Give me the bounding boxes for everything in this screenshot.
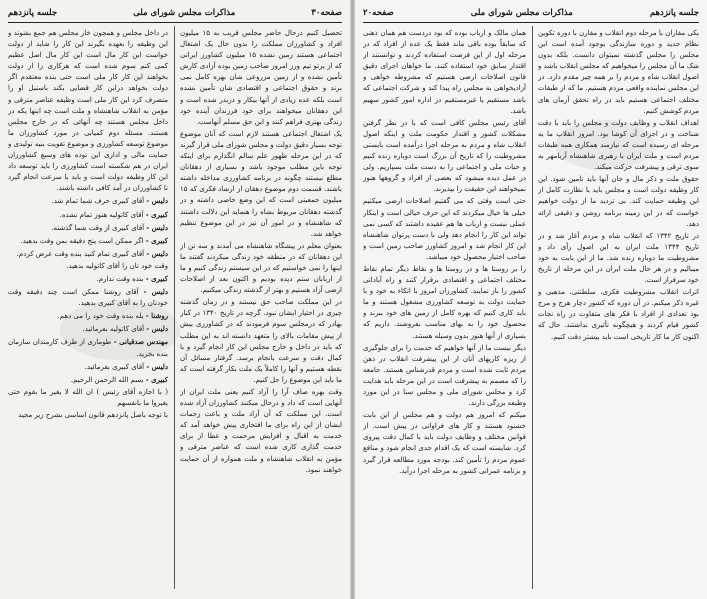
text-paragraph	[363, 28, 526, 117]
paragraph-text: آقای کاتولیه هنوز تمام نشده.	[59, 210, 144, 219]
paper-smudge	[555, 120, 655, 170]
paragraph-text: بله بنده وقت خود را می دهم.	[57, 312, 144, 321]
paragraph-text: در تاریخ ۱۳۴۲ که انقلاب شاه و مردم آغاز شد و در تاریخ ۱۳۴۴ ملت ایران به این اصول رأی داد و مشروطیت ما دوباره زنده شد. ما از این بابت به خود میبالیم و در هر حال ملت ایران در این مرحله از تاریخ خود سرفراز است.	[538, 231, 699, 285]
speech-paragraph	[8, 273, 168, 285]
left-page-title: مذاکرات مجلس شورای ملی	[133, 8, 236, 18]
text-paragraph	[538, 231, 699, 286]
text-paragraph	[180, 28, 342, 128]
text-paragraph	[180, 129, 342, 240]
left-page-session: جلسه پانزدهم	[8, 8, 58, 18]
paragraph-text: بعنوان معلم در پیشگاه شاهنشاه می آمدند و سه تن از این دهقانان که در منطقه خود زندگی میکردند گفتند ما اینها را نمی خواستیم که در این سیستم زندگی کنیم و ما از اربابان ستم دیده بودیم و اکنون بعد از اصلاحات ارضی آزاد هستیم و بهتر از گذشته زندگی میکنیم.	[180, 241, 342, 295]
paragraph-text: یکی مقاران با مرحله دوم انقلاب و مقارن با دوره تکوین نظام جدید و دوره سازندگی بوجود آمده است این مجلس را مجلس گذشته نمیتوان دانست. بلکه بدون شک ما آن مجلس را میخواهیم که مجلس انقلاب باشد و اصول انقلاب شاه و مردم را بر همه چیز مقدم دارد. در این مجلس نماینده واقعی مردم هستیم. ما که از طبقات مختلف اجتماعی هستیم باید در راه تحقق آرمان های مردم کوشش کنیم.	[538, 29, 699, 115]
text-paragraph	[363, 410, 526, 477]
speech-paragraph	[8, 209, 168, 221]
text-paragraph	[538, 287, 699, 342]
left-page-number: صفحه۳۰	[311, 8, 342, 18]
right-page-session: جلسه پانزدهم	[649, 8, 699, 18]
paragraph-text: یک اشتغال اجتماعی هستند لازم است که آنان موضوع توجه بسیار دقیق دولت و مجلس شورای ملی قرار گیرند که در این مرحله ظهور علم سالم انگذارم برای اینکه توجه باین مطلب موجود باشد و بسیاری از دهقانان مطلع نیستند چگونه در برنامه کشاورزی مداخله داشته باشند. قسمت دوم موضوع دهقان از ارشاد فکری که ۱۵ میلیون جمعیتی است که این وضع خاصی داشته و در گذشته دهقانان مربوط بشاه را هنماید این دلالت داشتند که شاهنشاه و در امور آن نیز در این موضوع تنظیم خواهد شد.	[180, 129, 342, 238]
paragraph-text: آقای کبیری تمام کنید بنده وقت عرض کردم.	[16, 249, 145, 258]
speech-paragraph	[8, 248, 168, 260]
paragraph-text: دیگر نیست ما از آنها خواهیم که خدمت را برای جلوگیری از ریزه کاریهای آنان از این پیشرفت انقلاب در ذهن مردم ثابت شده است و مردم قدرشناس هستند. جامعه را که مصمم به پیشرفت است در این مرحله باید هدایت کرد و مجلس شورای ملی و مجلس سنا در این مورد وظیفه بزرگی دارند.	[363, 343, 526, 408]
right-header-rule	[363, 22, 699, 23]
speaker-name: دلیس -	[146, 196, 168, 206]
paragraph-text: در این مملکت صاحب حق نیستند و در زمان گذشته چیزی در اختیار ایشان نبود. گرچه در تاریخ ۱۳۴۰ در کنار بهادر که درمجلس سوم فرمودند که در کشاورزی بیش از پیش مقامات بالای را متعهد دانسته اند به این مطلب که باید در داخل و خارج مجلس این کار انجام گیرد و با کمال دقت و سرعت بانجام برسد. گرفتار مسائل آن نقطه هستیم و آنها را کاملاً یک ملت بکار گرفته است که ما باید این موضوع را حل کنیم.	[180, 298, 342, 384]
right-page-title: مذاکرات مجلس شورای ملی	[470, 8, 573, 18]
text-paragraph	[363, 118, 526, 196]
speaker-name: کبیری -	[145, 209, 168, 219]
left-page-header	[8, 6, 342, 20]
paragraph-text: آقای کبیری حرف شما تمام شد.	[51, 197, 145, 206]
left-column-divider	[174, 26, 175, 589]
text-paragraph	[363, 196, 526, 263]
speech-paragraph	[8, 361, 168, 373]
speaker-name: روشنا -	[145, 311, 168, 321]
text-paragraph	[538, 28, 699, 117]
paragraph-text: میکنم که امروز هم دولت و هم مجلس از این بابت خشنود هستند و کار های فراوانی در پیش است. از قوانین مختلف و وظایف دولت باید با کمال دقت پیروی کرد. شایسته است که یک اقدام جدی انجام شود و منافع عموم مردم را تأمین کند. بودجه مورد مطالعه قرار گیرد و برنامه عمرانی کشور به مرحله اجرا درآید.	[363, 411, 526, 475]
paragraph-text: وقت خود تان را آقای کاتولیه بدهید.	[66, 261, 168, 270]
paragraph-text: وقت بهره صاف آرا را آزاد کنیم یعنی ملت ایران از آنهایی است که داد و درحال میکنند کشاورزان آزاد شده است. این مملکت که آن آزاد ملت و باعث زحمات ایشان از این راه برای ما افتخاری پیش خواهد آمد که خدمت به اقبال و افزایش مرحمت و عطا از برای خدمت گذاری کاری شده است که عناصر مترقی و مؤمن به انقلاب شاهنشاه و ملت همواره از آن حمایت خواهند نمود.	[180, 388, 342, 474]
paragraph-text: آقای رئیس مجلس کافی است که با در نظر گرفتن مشکلات کشور و اقتدار حکومت ملت و اینکه اصول انقلاب شاه و مردم به مرحله اجرا درآمده است بایستی مشروطیت را که تاریخ آن بزرگ است دوباره زنده کنیم و حیات ملی و اجتماعی را به دست ملت بسپاریم. ولی در عمل دیده میشود که بعضی از افراد و گروهها هنوز نمیخواهند این حقیقت را بپذیرند.	[363, 118, 526, 194]
text-paragraph	[363, 264, 526, 342]
paper-smudge	[57, 300, 180, 360]
text-paragraph	[8, 410, 168, 421]
paragraph-text: بنده وقت ندارم.	[96, 274, 144, 283]
speaker-name: دلیس -	[143, 287, 168, 297]
text-paragraph	[180, 241, 342, 296]
right-column-divider	[532, 26, 533, 589]
left-inner-column	[180, 28, 342, 589]
left-page	[0, 0, 350, 599]
paragraph-text: حتی است وقتی که می گفتیم اصلاحات ارضی میکنیم خیلی ها خیال میکردند که این حرف خیالی است و اینکار عملی نیست و ارباب ها هم عقیده داشتند که کسی نمی تواند این کار را انجام دهد ولی با دست پرتوان شاهنشاه این کار انجام شد و امروز کشاورز صاحب زمین است و صاحب اختیار محصول خود میباشد.	[363, 197, 526, 261]
paragraph-text: ( با اجازه آقای رئیس ) ان الله لا یغیر ما بقوم حتی یغیروا ما بانفسهم	[8, 387, 168, 407]
paragraph-text: تحصیل کنیم درحال حاضر مجلس قریب به ۱۵ میلیون افراد و کشاورزان مملکت را بدون حال یک اشتغال اجتماعی هستند زمین نشده ۱۵ میلیون کشاورز ایرانی که از پرتو تیم ورز امروز صاحب زمین بوده آزادی کارش تأمین نشده و از زمین مزروعی شان بهره کامل نمی برند و حقوق اجتماعی و اقتصادی شان تأمین نشده است بلکه عده زیادی از آنها بیکار و دربدر شده است و این دهقانان میخواهند برای خود فرزندان آینده خود زندگی بهتری فراهم کنند و این حق مسلم آنهاست.	[180, 29, 342, 126]
speech-paragraph	[8, 195, 168, 207]
paragraph-text: بسم الله الرحمن الرحیم.	[70, 375, 144, 384]
paragraph-text: اثرات انقلاب مشروطیت فکری، سلطنتی، مذهبی و غیره ذکر میکنم. در آن دوره که کشور دچار هرج و مرج بود تعدادی از افراد با فکر های متفاوت در راه نجات کشور قیام کردند و هیچگونه تأثیری نداشتند. حال که اکنون کار ما کار تاریخی است باید بیشتر دقت کنیم.	[538, 288, 699, 341]
speaker-name: کبیری -	[145, 235, 168, 245]
speech-paragraph	[8, 222, 168, 234]
text-paragraph	[8, 387, 168, 409]
right-outer-column	[538, 28, 699, 589]
right-inner-column	[363, 28, 526, 589]
text-paragraph	[180, 297, 342, 386]
paragraph-text: طوماری از طرف کارمندان سازمان بنده بخرید.	[8, 338, 168, 358]
text-paragraph	[8, 261, 168, 272]
speaker-name: مهندس صدقیانی -	[113, 337, 168, 347]
paragraph-text: در داخل مجلس و همچون خار مجلس هم جمع بشوند و این وظیفه را بعهده بگیرند این کار را شاید از دولت خواست این کار مال است این کار مال اصل عظیم کمی کنم سوم شده است که هرکاری را از دولت بخواهند این کار کار ملی است حتی بنده معتقدم اگر دولت بخواهد دراین کار قضایی بکند باستیل او را متصرف کرد این کار ملی است وظیفه عناصر مترقی و مؤمن به انقلاب شاهنشاه و ملت است چه اینها یکه در داخل مجلس هستند چه آنهائی که در خارج مجلس هستند. مسئله دوم کمیابی در مورد کشاورزان ما موضوع توسعه کشاورزی و موضوع تقویت بنیه تولیدی و حمایت مالی و اداری این توده های وسیع کشاورزان ایران در هم شکسته است کشاورزی را باید توسعه داد این کار وظیفه دولت است و باید با سرعت انجام گیرد تا کشاورزان در آمد کافی داشته باشند.	[8, 29, 168, 193]
left-header-rule	[8, 22, 342, 23]
paragraph-text: با توجه باصل پانزدهم قانون اساسی بشرح زیر مجید	[18, 411, 168, 419]
right-page-number: صفحه۲۰	[363, 8, 394, 18]
speaker-name: دلیس -	[146, 324, 168, 334]
speaker-name: دلیس -	[146, 222, 168, 232]
paragraph-text: آقای روشنا ممکن است چند دقیقه وقت خودتان را به آقای کبیری بدهید.	[8, 288, 168, 308]
text-paragraph	[180, 387, 342, 476]
text-paragraph	[8, 28, 168, 194]
paragraph-text: اگر ممکن است پنج دقیقه بمن وقت بدهید.	[20, 236, 144, 245]
paragraph-text: همان مالک و ارباب بوده که بود دردست هم همان ذهنی که سابقاً بوده باقی ماند فقط یک عده از افراد که در مرحله اول از این فرصت استفاده کردند و توانستند از اقتدار سابق خود استفاده کنند. ما خواهان اجرای دقیق قانون اصلاحات ارضی هستیم که مشروطه خواهی و آزادیخواهی به مجلس راه پیدا کند و شرکت اجتماعی که باشد مستقیم یا غیرمستقیم در اداره امور کشور سهیم باشد.	[363, 29, 526, 115]
paragraph-text: را بر روستا ها و در روستا ها و نقاط دیگر تمام نقاط مختلف اجتماعی و اقتصادی برقرار کنند و راه آبادانی کشور را باز نمایند. کشاورزان امروز با اتکاء به خود و با حمایت دولت به توسعه کشاورزی مشغول هستند و ما باید کاری کنیم که بهره کامل از زمین های خود ببرند و محصول خود را به بهای مناسب بفروشند. داریم که بسیاری از آنها هنوز بدون وسیله هستند.	[363, 264, 526, 340]
paragraph-text: آقای کاتولیه بفرمائید.	[82, 325, 145, 334]
right-page-header	[363, 6, 699, 20]
speaker-name: کبیری -	[145, 273, 168, 283]
text-paragraph	[538, 174, 699, 229]
right-page	[355, 0, 707, 599]
paragraph-text: آقای کبیری از وقت شما گذشته.	[51, 223, 145, 232]
paragraph-text: اهداف انقلاب و وظایف دولت و مجلس را باید با دقت شناخت و در اجرای آن کوشا بود. امروز انقلاب ما به مرحله ای رسیده است که نیازمند همکاری همه طبقات مردم است و ملت ایران با رهبری شاهنشاه آریامهر به سوی ترقی و پیشرفت حرکت میکند.	[538, 118, 699, 172]
speech-paragraph	[8, 235, 168, 247]
speaker-name: کبیری -	[145, 374, 168, 384]
paragraph-text: حقوق ملت و ذکر مال و جان آنها باید تامین شود. این کار وظیفه دولت است و مجلس باید با نظارت کامل از این وظیفه حمایت کند. بی تردید ما از دولت خواهیم خواست که در این زمینه برنامه روشن و دقیقی ارائه دهد.	[538, 175, 699, 228]
speaker-name: دلیس -	[146, 361, 168, 371]
speaker-name: دلیس -	[146, 248, 168, 258]
text-paragraph	[363, 343, 526, 410]
speech-paragraph	[8, 374, 168, 386]
paragraph-text: آقای کبیری بفرمائید.	[84, 362, 145, 371]
